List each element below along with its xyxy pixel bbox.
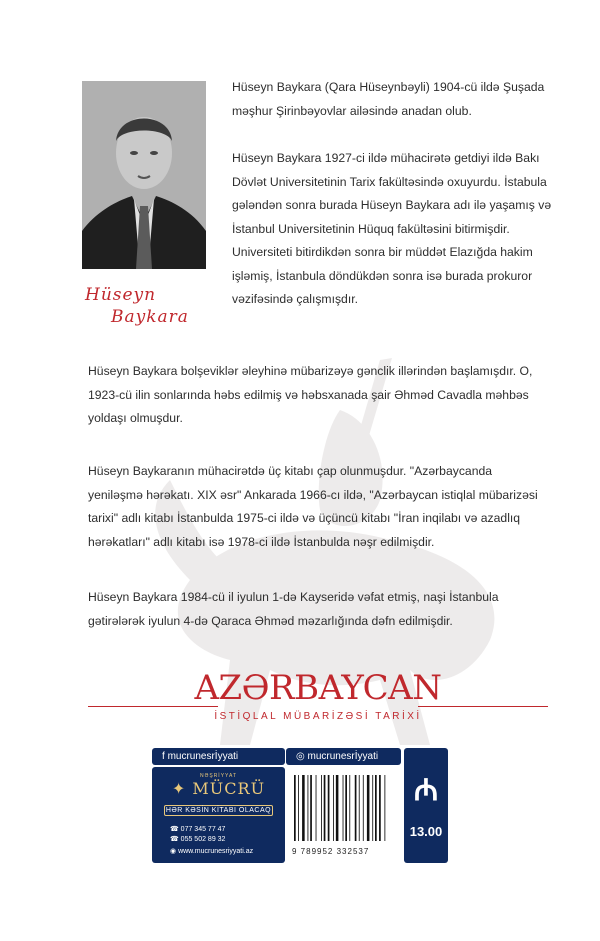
barcode-bar — [294, 775, 296, 841]
signature-first-name: Hüseyn — [85, 285, 157, 305]
barcode-bar — [302, 775, 305, 841]
manat-icon: ₼ — [413, 774, 439, 807]
website-text: www.mucrunesriyyati.az — [178, 848, 254, 855]
barcode-bar — [345, 775, 347, 841]
barcode-bar — [316, 775, 317, 841]
barcode-bar — [333, 775, 334, 841]
author-signature — [85, 284, 215, 328]
barcode-bar — [343, 775, 344, 841]
publisher-small-label: NƏŞRİYYAT — [199, 773, 238, 779]
publisher-slogan: HƏR KƏSİN KİTABI OLACAQ — [165, 807, 272, 814]
logo-subtitle: İSTİQLAL MÜBARİZƏSİ TARİXİ — [214, 711, 422, 722]
publisher-phone-2: ☎ 055 502 89 32 — [170, 836, 226, 843]
barcode-bar — [359, 775, 360, 841]
barcode-bar — [324, 775, 326, 841]
bio-paragraph-death: Hüseyn Baykara 1984-cü il iyulun 1-də Kayseridə vəfat etmiş, naşi İstanbula gətirələrək iyulun 4-də Qaraca Əhməd məzarlığında dəfn edilmişdir. — [88, 590, 499, 628]
series-logo — [88, 668, 548, 738]
barcode-bar — [379, 775, 381, 841]
author-portrait — [82, 81, 206, 269]
barcode-bar — [363, 775, 364, 841]
instagram-icon: ◎ — [296, 751, 308, 762]
isbn-barcode — [286, 767, 401, 863]
bio-paragraph-education: Hüseyn Baykara 1927-ci ildə mühacirətə getdiyi ildə Bakı Dövlət Universitetinin Tarix fakültəsində oxuyurdu. İstabula gələndən sonra burada Hüseyn Baykara adı ilə yaşamış və İstanbul Universitetinin Hüquq fakültəsini bitirmişdir. Universiteti bitirdikdən sonra bir müddət Elazığda hakim işləmiş, İstanbula döndükdən sonra isə burada prokuror vəzifəsində çalışmışdır. — [232, 151, 552, 306]
publisher-brand-text: MÜCRÜ — [192, 779, 266, 798]
barcode-bar — [384, 775, 385, 841]
price-tag — [404, 748, 448, 863]
barcode-bar — [375, 775, 377, 841]
publisher-card — [152, 767, 285, 863]
barcode-bars — [294, 775, 394, 841]
barcode-bar — [308, 775, 309, 841]
barcode-bar — [298, 775, 299, 841]
barcode-bar — [349, 775, 350, 841]
phone-1-text: 077 345 77 47 — [180, 826, 226, 833]
signature-last-name: Baykara — [111, 307, 189, 327]
bio-paragraph-books: Hüseyn Baykaranın mühacirətdə üç kitabı çap olunmuşdur. "Azərbaycanda yeniləşmə hərəkatı. XIX əsr" Ankarada 1966-cı ildə, "Azərbaycan istiqlal mübarizəsi tarixi" adlı kitabı İstanbulda 1975-ci ildə və üçüncü kitabı "İran inqilabı və azadlıq hərəkatları" adlı kitabı isə 1978-ci ildə İstanbulda nəşr edilmişdir. — [88, 464, 538, 549]
bio-paragraph-birth: Hüseyn Baykara (Qara Hüseynbəyli) 1904-cü ildə Şuşada məşhur Şirinbəyovlar ailəsində anadan olub. — [232, 80, 545, 118]
price-value: 13.00 — [409, 824, 443, 839]
instagram-handle — [286, 748, 401, 765]
isbn-number: 9 789952 332537 — [292, 847, 370, 856]
logo-title: AZƏRBAYCAN — [194, 668, 442, 708]
barcode-bar — [328, 775, 330, 841]
bio-paragraph-struggle: Hüseyn Baykara bolşeviklər əleyhinə mübarizəyə gənclik illərindən başlamışdır. O, 1923-cü ilin sonlarında həbs edilmiş və həbsxanada şair Əhməd Cavadla məhbəs yoldaşı olmuşdur. — [88, 364, 533, 425]
publisher-brand — [152, 779, 285, 798]
publisher-phone-1: ☎ 077 345 77 47 — [170, 826, 226, 833]
barcode-bar — [310, 775, 312, 841]
publisher-logo-icon: ✦ — [171, 779, 193, 798]
phone-2-text: 055 502 89 32 — [180, 836, 226, 843]
barcode-bar — [367, 775, 370, 841]
publisher-website: ◉ www.mucrunesriyyati.az — [170, 848, 254, 855]
facebook-handle-text: mucrunesrİyyati — [167, 751, 239, 762]
facebook-handle — [152, 748, 285, 765]
barcode-bar — [372, 775, 373, 841]
instagram-handle-text: mucrunesrİyyati — [307, 751, 379, 762]
barcode-bar — [321, 775, 322, 841]
barcode-bar — [336, 775, 339, 841]
portrait-image — [82, 81, 206, 269]
facebook-icon: f — [162, 751, 168, 762]
barcode-bar — [355, 775, 357, 841]
